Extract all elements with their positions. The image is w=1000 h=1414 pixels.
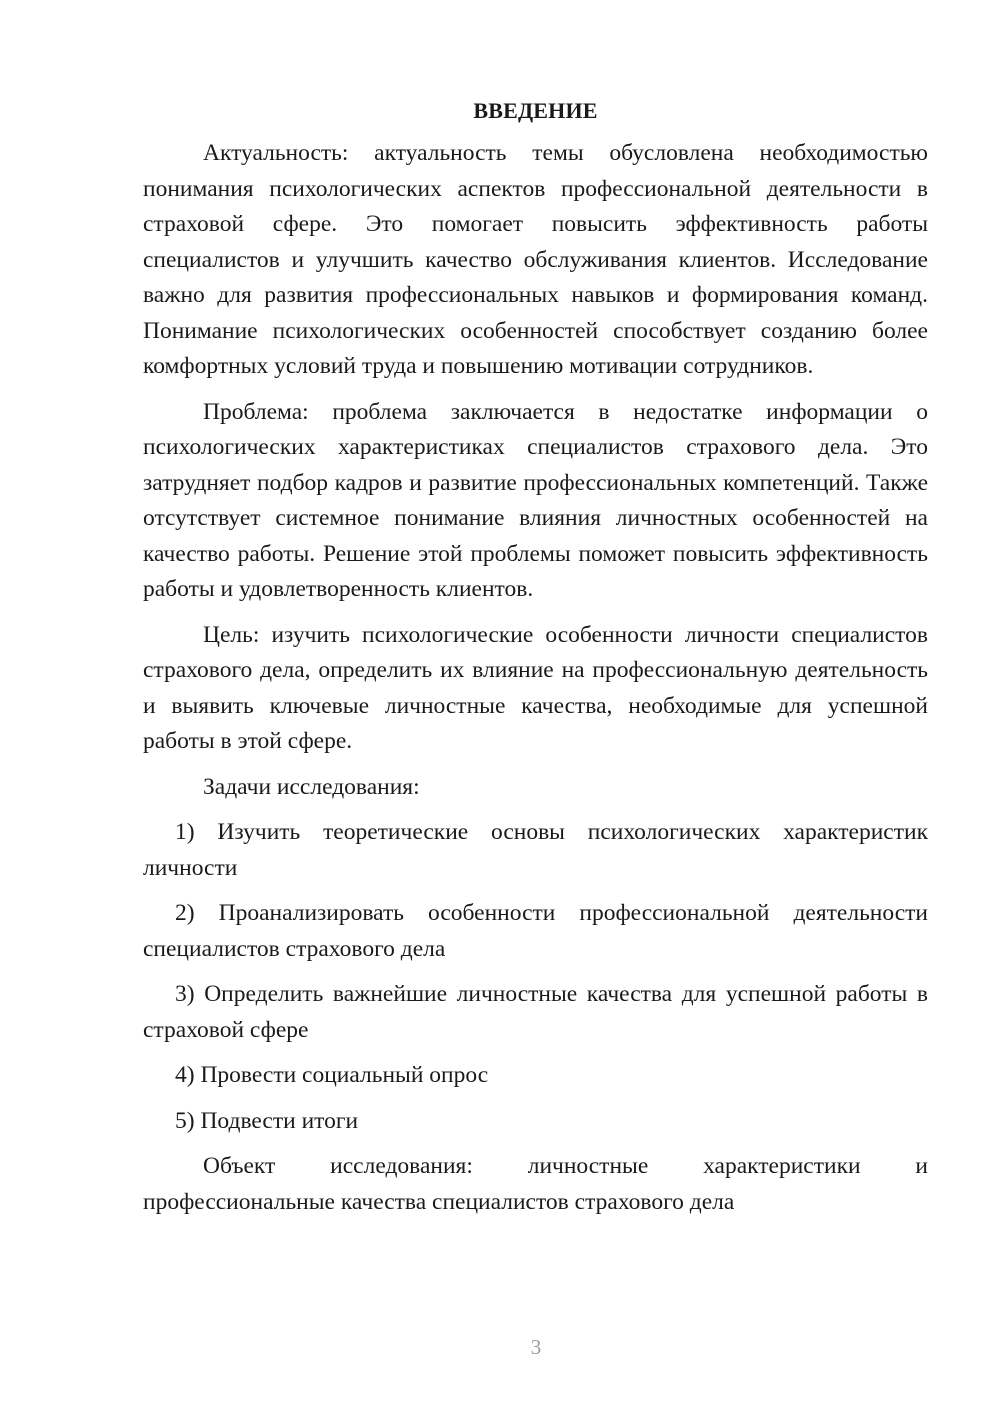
task-item: 2) Проанализировать особенности профессиональной деятельности специалистов страхового дела — [143, 900, 928, 962]
paragraph-goal: Цель: изучить психологические особенности личности специалистов страхового дела, определить их влияние на профессиональную деятельность и выявить ключевые личностные качества, необходимые для успешной работы в этой сфере. — [143, 621, 928, 754]
page-content — [143, 96, 928, 1230]
paragraph-problem: Проблема: проблема заключается в недостатке информации о психологических характеристиках специалистов страхового дела. Это затрудняет подбор кадров и развитие профессиональных компетенций. Также отсутствует системное понимание влияния личностных особенностей на качество работы. Решение этой проблемы поможет повысить эффективность работы и удовлетворенность клиентов. — [143, 398, 928, 602]
task-item: 3) Определить важнейшие личностные качества для успешной работы в страховой сфере — [143, 981, 928, 1043]
task-item: 4) Провести социальный опрос — [175, 1062, 489, 1088]
section-title: ВВЕДЕНИЕ — [473, 98, 598, 123]
paragraph-object: Объект исследования: личностные характеристики и профессиональные качества специалистов страхового дела — [143, 1153, 928, 1215]
paragraph-relevance: Актуальность: актуальность темы обусловлена необходимостью понимания психологических аспектов профессиональной деятельности в страховой сфере. Это помогает повысить эффективность работы специалистов и улучшить качество обслуживания клиентов. Исследование важно для развития профессиональных навыков и формирования команд. Понимание психологических особенностей способствует созданию более комфортных условий труда и повышению мотивации сотрудников. — [143, 140, 928, 379]
paragraph-tasks-heading: Задачи исследования: — [203, 773, 420, 800]
task-item: 1) Изучить теоретические основы психологических характеристик личности — [143, 819, 928, 881]
page-number: 3 — [530, 1335, 542, 1359]
task-item: 5) Подвести итоги — [175, 1107, 359, 1134]
